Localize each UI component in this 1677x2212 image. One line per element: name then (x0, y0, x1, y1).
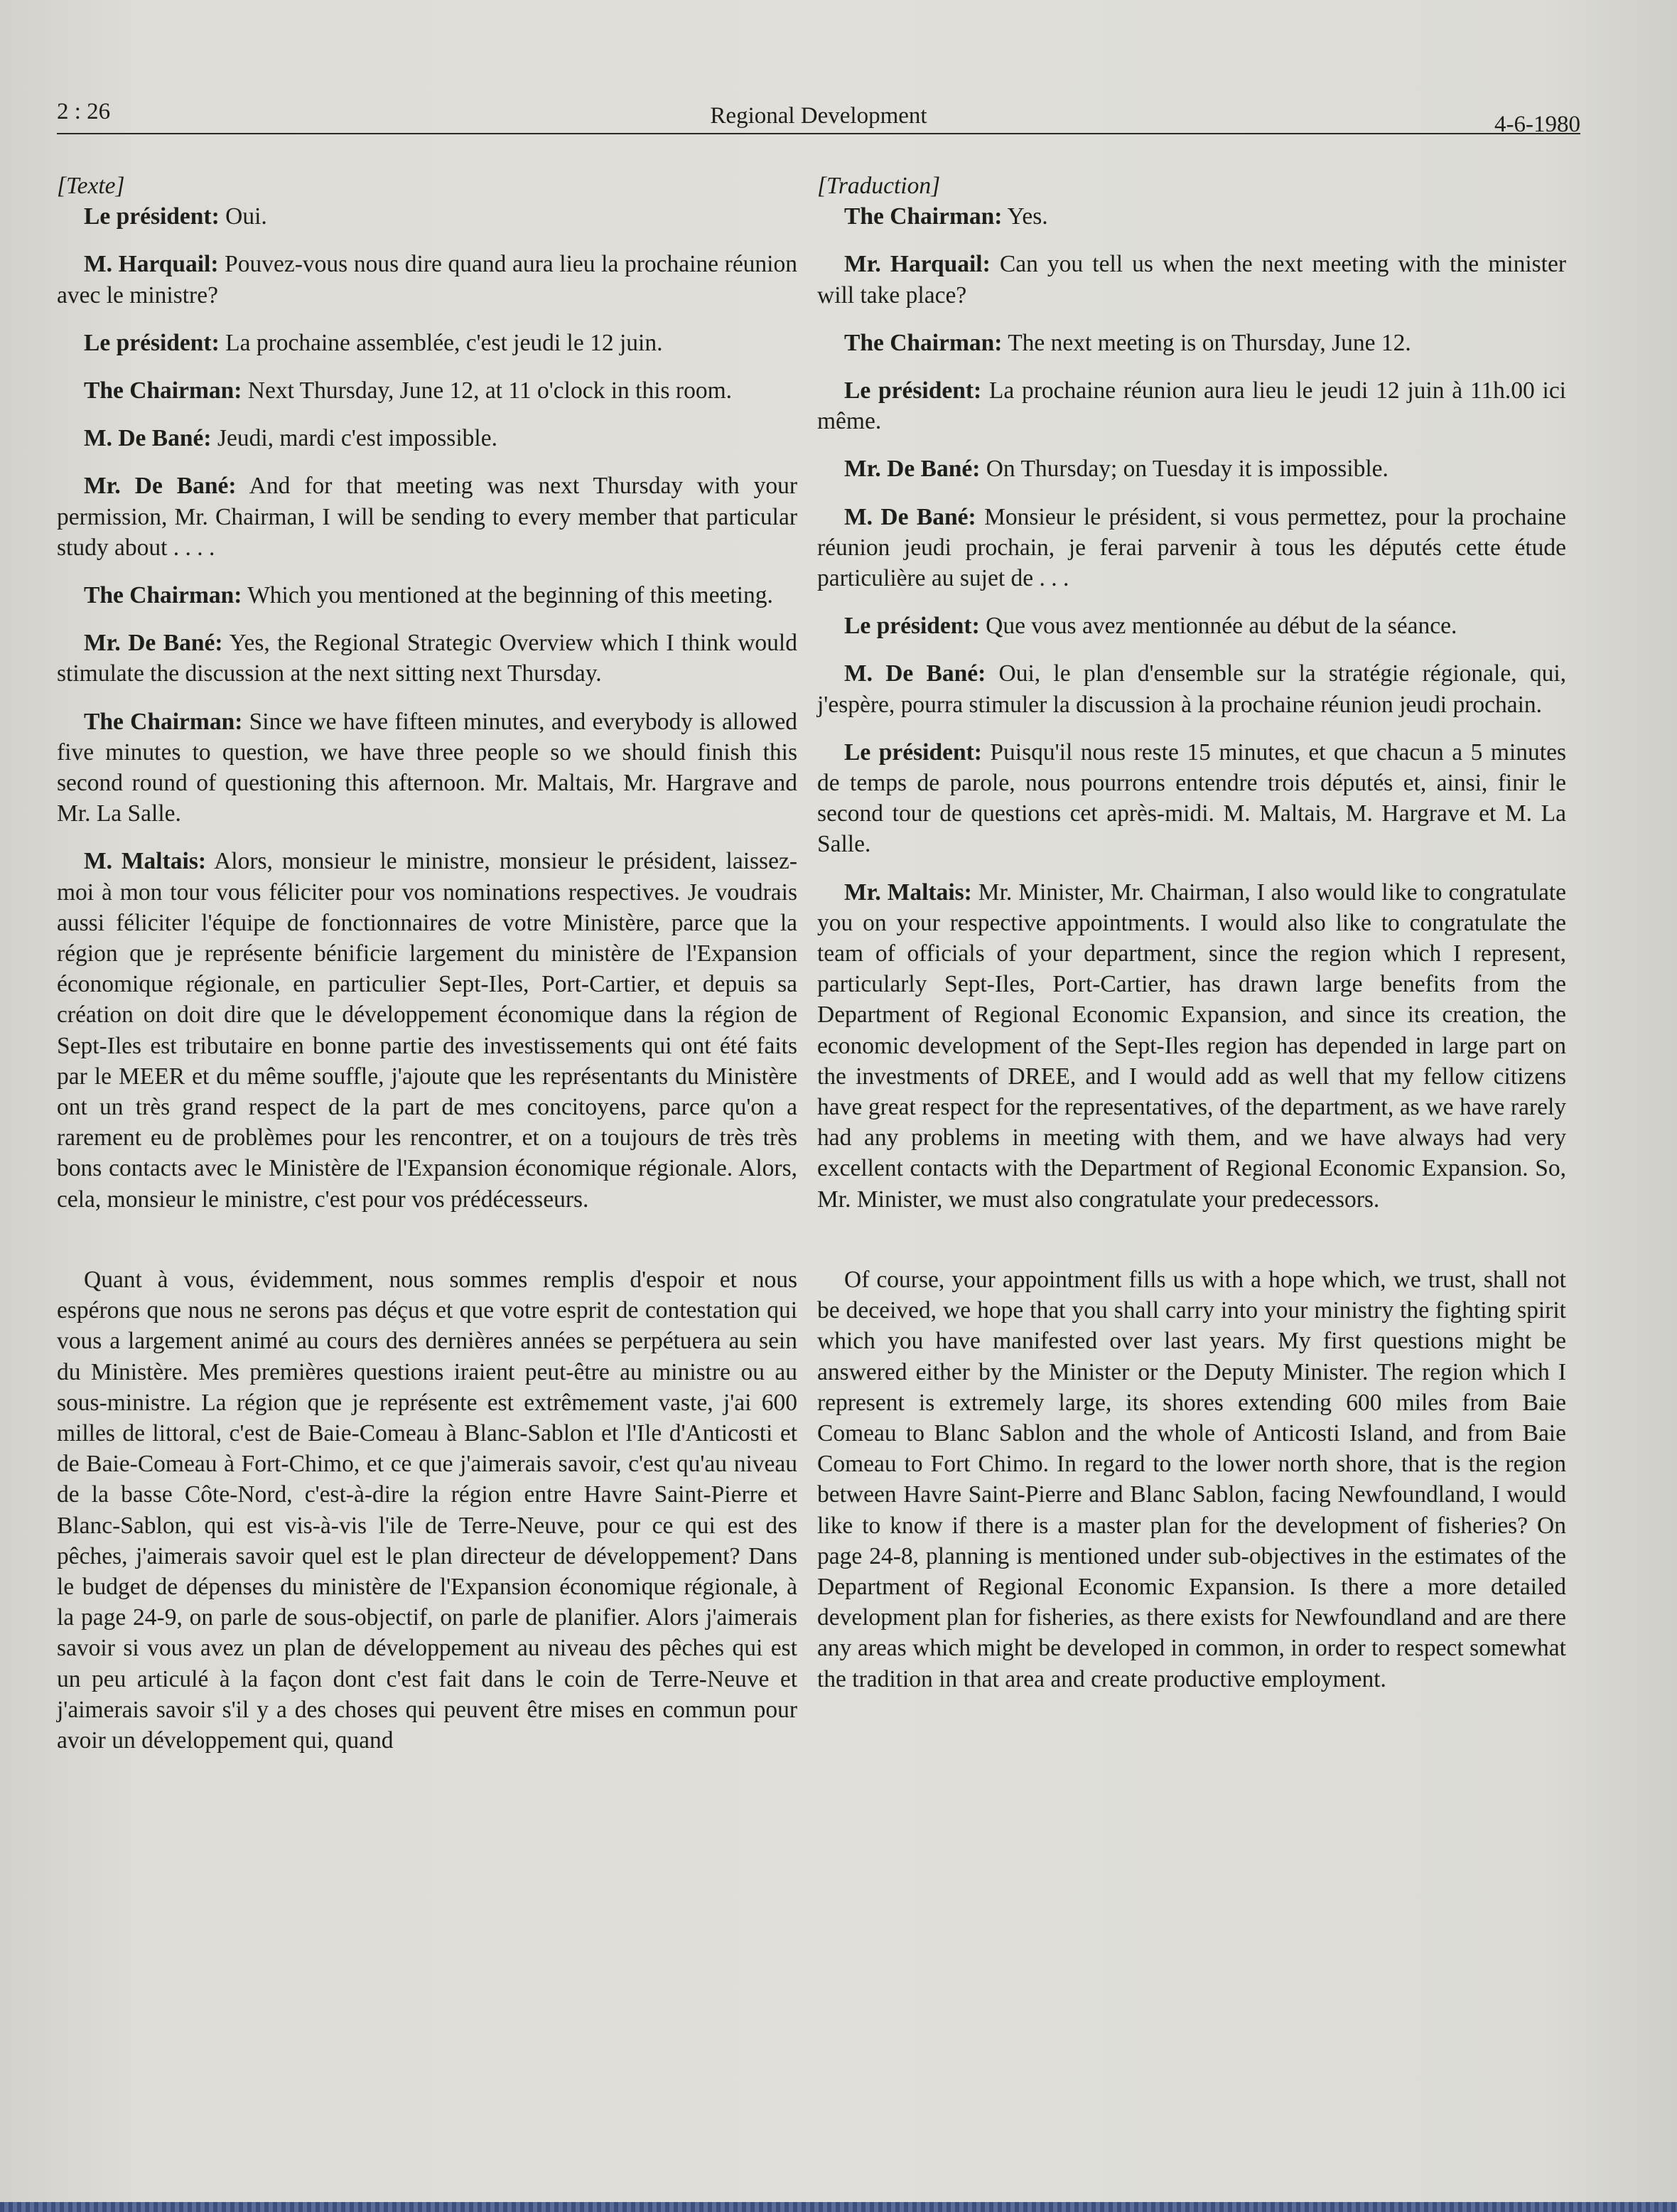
transcript-paragraph (817, 201, 1566, 232)
speaker-name: Le président: (844, 739, 982, 766)
transcript-paragraph (817, 249, 1566, 310)
speech-text: The next meeting is on Thursday, June 12. (1002, 329, 1411, 356)
page-date: 4-6-1980 (1494, 112, 1580, 137)
speaker-name: Mr. Harquail: (844, 251, 991, 278)
column-label: [Texte] (57, 173, 125, 199)
speaker-name: The Chairman: (84, 582, 242, 609)
page-number: 2 : 26 (57, 99, 111, 124)
running-title: Regional Development (710, 103, 927, 129)
speaker-name: M. De Bané: (844, 660, 986, 687)
transcript-paragraph (57, 707, 797, 830)
speech-text: Alors, monsieur le ministre, monsieur le président, laissez-moi à mon tour vous féliciter pour vos nominations respectives. Je voudrais aussi féliciter l'équipe de fonctionnaires de votre Ministère, parce que la région que je représente bénificie largement du ministère de l'Expansion économique régionale, en particulier Sept-Iles, Port-Cartier, et depuis sa création on doit dire que le développement économique dans la région de Sept-Iles est tributaire en bonne partie des investissements qui ont été faits par le MEER et du même souffle, j'ajoute que les représentants du Ministère ont un très grand respect de la part de mes concitoyens, parce qu'on a rarement eu de problèmes pour les rencontrer, et on a toujours de très très bons contacts avec le Ministère de l'Expansion économique régionale. Alors, cela, monsieur le ministre, c'est pour vos prédécesseurs. (57, 848, 797, 1213)
speech-text: On Thursday; on Tuesday it is impossible. (980, 456, 1388, 483)
speech-text: And for that meeting was next Thursday with your permission, Mr. Chairman, I will be sending to every member that particular study about . . . . (57, 473, 797, 561)
transcript-paragraph (817, 502, 1566, 594)
speech-text: Mr. Minister, Mr. Chairman, I also would like to congratulate you on your respective appointments. I would also like to congratulate the team of officials of your department, since the region which I represent, particularly Sept-Iles, Port-Cartier, has drawn large benefits from the Department of Regional Economic Expansion, and since its creation, the economic development of the Sept-Iles region has depended in large part on the investments of DREE, and I would add as well that my fellow citizens have great respect for the representatives, of the department, as we have rarely had any problems in meeting with them, and we have always had very excellent contacts with the Department of Regional Economic Expansion. So, Mr. Minister, we must also congratulate your predecessors. (817, 879, 1567, 1213)
speaker-name: Mr. De Bané: (844, 456, 981, 483)
closing-paragraph: Of course, your appointment fills us with a hope which, we trust, shall not be deceived, we hope that you shall carry into your ministry the fighting spirit which you have manifested over last years. My first questions might be answered either by the Minister or the Deputy Minister. The region which I represent is extremely large, its shores extending 600 miles from Baie Comeau to Blanc Sablon and the whole of Anticosti Island, and from Baie Comeau to Fort Chimo. In regard to the lower north shore, that is the region between Havre Saint-Pierre and Blanc Sablon, facing Newfoundland, I would like to know if there is a master plan for the development of fisheries? On page 24-8, planning is mentioned under sub-objectives in the estimates of the Department of Regional Economic Expansion. Is there a more detailed development plan for fisheries, as there exists for Newfoundland and are there any areas which might be developed in common, in order to respect somewhat the tradition in that area and create productive employment. (817, 1266, 1566, 1692)
speech-text: Monsieur le président, si vous permettez, pour la prochaine réunion jeudi prochain, je ferai parvenir à tous les députés cette étude particulière au sujet de . . . (817, 503, 1566, 592)
speech-text: Jeudi, mardi c'est impossible. (211, 425, 497, 452)
speech-text: La prochaine réunion aura lieu le jeudi 12 juin à 11h.00 ici même. (817, 377, 1566, 435)
speech-text: Can you tell us when the next meeting with the minister will take place? (817, 251, 1566, 308)
speaker-name: The Chairman: (84, 708, 243, 735)
transcript-paragraph (817, 328, 1566, 358)
speech-text: Next Thursday, June 12, at 11 o'clock in this room. (242, 377, 733, 404)
transcript-paragraph (57, 628, 797, 689)
speaker-name: The Chairman: (844, 203, 1003, 230)
transcript-paragraph (817, 658, 1566, 719)
transcript-paragraph (57, 580, 797, 611)
binding-edge (0, 2202, 1677, 2212)
transcript-paragraph (57, 249, 797, 310)
transcript-paragraph (57, 328, 797, 358)
speaker-name: M. De Bané: (84, 425, 212, 452)
transcript-paragraph (817, 611, 1566, 641)
speaker-name: Mr. De Bané: (84, 473, 237, 500)
speech-text: Oui. (219, 203, 267, 230)
right-column-english (817, 171, 1566, 1712)
transcript-paragraph (817, 737, 1566, 860)
speaker-name: M. Maltais: (84, 848, 207, 875)
speaker-name: Le président: (844, 377, 982, 404)
transcript-paragraph (817, 375, 1566, 436)
transcript-paragraph (817, 877, 1566, 1215)
speech-text: Que vous avez mentionnée au début de la séance. (979, 613, 1457, 640)
speaker-name: M. Harquail: (84, 251, 219, 278)
speech-text: Pouvez-vous nous dire quand aura lieu la prochaine réunion avec le ministre? (57, 251, 797, 308)
transcript-paragraph (57, 471, 797, 563)
left-column-french (57, 171, 797, 1773)
transcript-paragraph (57, 375, 797, 406)
speaker-name: The Chairman: (844, 329, 1003, 356)
speech-text: Puisqu'il nous reste 15 minutes, et que chacun a 5 minutes de temps de parole, nous pourrons entendre trois députés et, ainsi, finir le second tour de questions cet après-midi. M. Maltais, M. Hargrave et M. La Salle. (817, 739, 1567, 858)
speech-text: Since we have fifteen minutes, and everybody is allowed five minutes to question, we have three people so we should finish this second round of questioning this afternoon. Mr. Maltais, Mr. Hargrave and Mr. La Salle. (57, 708, 797, 827)
speech-text: Yes. (1002, 203, 1048, 230)
speech-text: Yes, the Regional Strategic Overview which I think would stimulate the discussion at the next sitting next Thursday. (57, 630, 797, 687)
speaker-name: Le président: (84, 329, 220, 356)
speaker-name: Le président: (844, 613, 980, 640)
speech-text: La prochaine assemblée, c'est jeudi le 12 juin. (219, 329, 663, 356)
speech-text: Oui, le plan d'ensemble sur la stratégie régionale, qui, j'espère, pourra stimuler la discussion à la prochaine réunion jeudi prochain. (817, 660, 1567, 718)
speech-text: Which you mentioned at the beginning of this meeting. (242, 582, 773, 609)
closing-paragraph: Quant à vous, évidemment, nous sommes remplis d'espoir et nous espérons que nous ne serons pas déçus et que votre esprit de contestation qui vous a largement animé au cours des dernières années se perpétuera au sein du Ministère. Mes premières questions iraient peut-être au ministre ou au sous-ministre. La région que je représente est extrêmement vaste, j'ai 600 milles de littoral, c'est de Baie-Comeau à Blanc-Sablon et l'Ile d'Anticosti et de Baie-Comeau à Fort-Chimo, et ce que j'aimerais savoir, c'est qu'au niveau de la basse Côte-Nord, c'est-à-dire la région entre Havre Saint-Pierre et Blanc-Sablon, qui est vis-à-vis l'ile de Terre-Neuve, pour ce qui est des pêches, j'aimerais savoir quel est le plan directeur de développement? Dans le budget de dépenses du ministère de l'Expansion économique régionale, à la page 24-9, on parle de sous-objectif, on parle de planifier. Alors j'aimerais savoir si vous avez un plan de développement au niveau des pêches qui est un peu articulé à la façon dont c'est fait dans le coin de Terre-Neuve et j'aimerais savoir s'il y a des choses qui peuvent être mises en commun pour avoir un développement qui, quand (57, 1266, 797, 1754)
speaker-name: Mr. De Bané: (84, 630, 223, 657)
transcript-paragraph (57, 423, 797, 453)
transcript-paragraph (57, 846, 797, 1214)
speaker-name: Mr. Maltais: (844, 879, 972, 906)
transcript-paragraph (817, 453, 1566, 484)
column-label: [Traduction] (817, 173, 941, 199)
page-header (57, 96, 1580, 137)
transcript-paragraph (57, 201, 797, 232)
speaker-name: The Chairman: (84, 377, 242, 404)
speaker-name: Le président: (84, 203, 220, 230)
speaker-name: M. De Bané: (844, 503, 976, 530)
